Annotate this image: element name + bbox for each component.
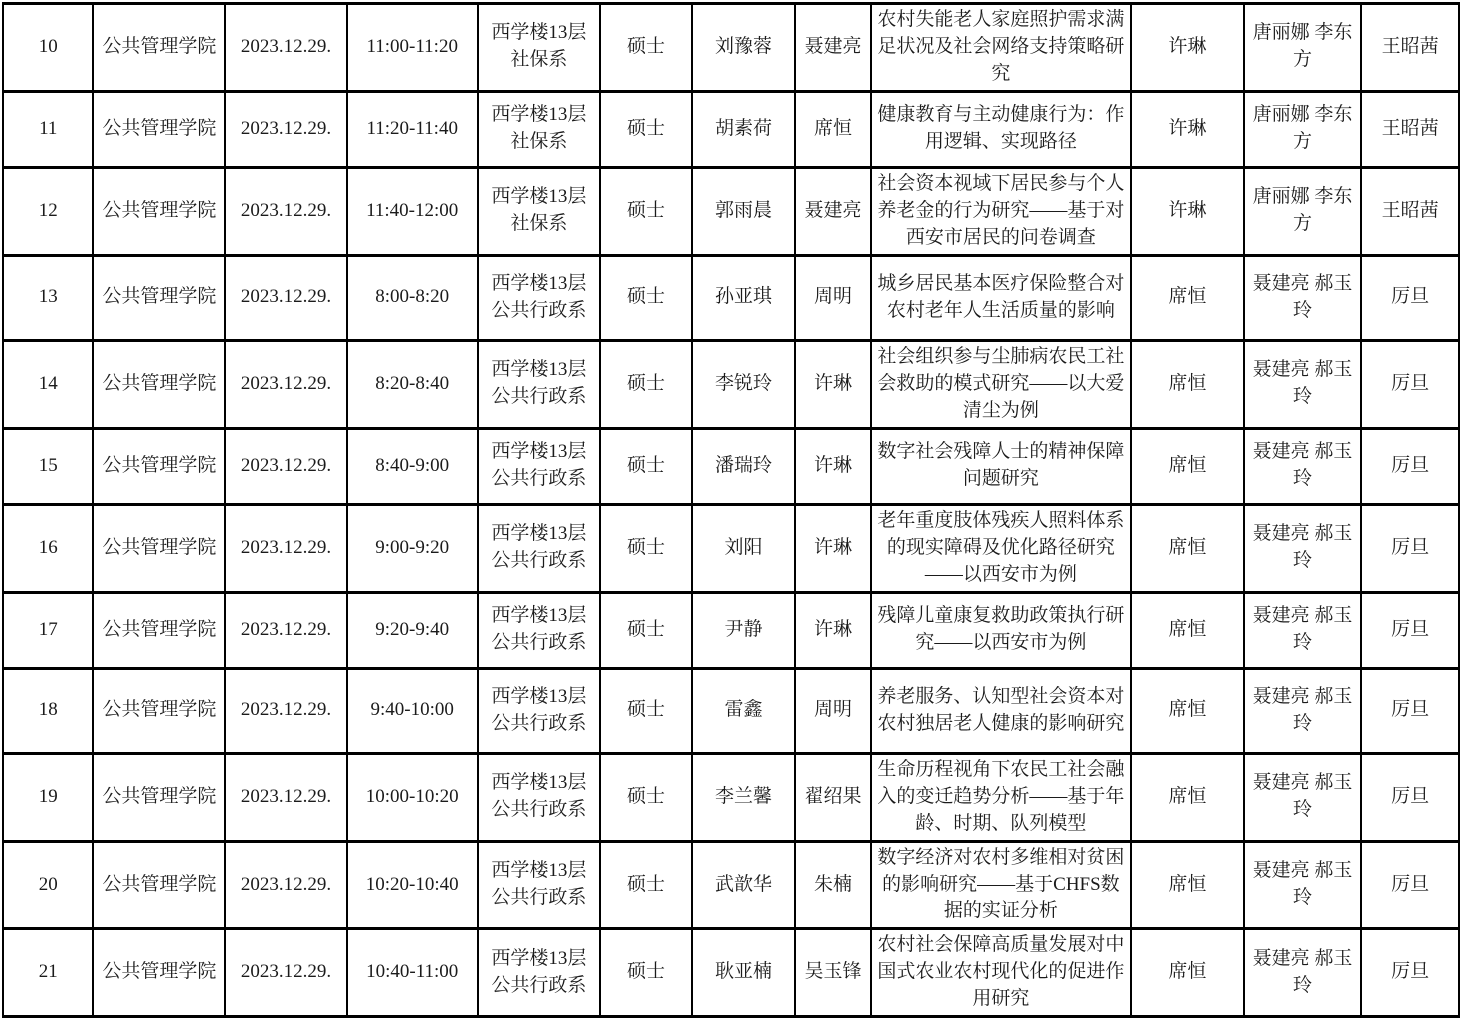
cell-date: 2023.12.29.: [225, 255, 347, 340]
cell-supervisor: 许琳: [795, 340, 870, 428]
table-row: [3, 255, 1459, 340]
cell-location: 西学楼13层公共行政系: [478, 504, 601, 592]
cell-title: 城乡居民基本医疗保险整合对农村老年人生活质量的影响: [871, 255, 1131, 340]
cell-time: 10:40-11:00: [347, 929, 478, 1017]
cell-title: 健康教育与主动健康行为：作用逻辑、实现路径: [871, 91, 1131, 167]
cell-time: 11:20-11:40: [347, 91, 478, 167]
cell-committee: 唐丽娜 李东方: [1244, 91, 1362, 167]
cell-secretary: 厉旦: [1361, 668, 1459, 753]
cell-title: 残障儿童康复救助政策执行研究——以西安市为例: [871, 592, 1131, 668]
cell-supervisor: 周明: [795, 255, 870, 340]
cell-supervisor: 席恒: [795, 91, 870, 167]
table-row: [3, 340, 1459, 428]
cell-secretary: 王昭茜: [1361, 4, 1459, 92]
cell-location: 西学楼13层社保系: [478, 91, 601, 167]
cell-supervisor: 翟绍果: [795, 753, 870, 841]
cell-college: 公共管理学院: [93, 340, 225, 428]
cell-date: 2023.12.29.: [225, 929, 347, 1017]
cell-no: 21: [3, 929, 93, 1017]
cell-location: 西学楼13层公共行政系: [478, 255, 601, 340]
cell-date: 2023.12.29.: [225, 668, 347, 753]
cell-committee: 唐丽娜 李东方: [1244, 167, 1362, 255]
cell-degree: 硕士: [600, 592, 692, 668]
cell-title: 社会组织参与尘肺病农民工社会救助的模式研究——以大爱清尘为例: [871, 340, 1131, 428]
cell-time: 10:20-10:40: [347, 841, 478, 929]
cell-committee: 聂建亮 郝玉玲: [1244, 668, 1362, 753]
cell-degree: 硕士: [600, 255, 692, 340]
cell-student: 郭雨晨: [692, 167, 796, 255]
cell-no: 11: [3, 91, 93, 167]
table-row: [3, 841, 1459, 929]
table-row: [3, 504, 1459, 592]
cell-student: 刘阳: [692, 504, 796, 592]
cell-student: 李锐玲: [692, 340, 796, 428]
table-body: [3, 4, 1459, 1017]
cell-chair: 许琳: [1131, 4, 1244, 92]
cell-degree: 硕士: [600, 841, 692, 929]
cell-committee: 聂建亮 郝玉玲: [1244, 504, 1362, 592]
cell-supervisor: 许琳: [795, 504, 870, 592]
cell-no: 17: [3, 592, 93, 668]
cell-committee: 聂建亮 郝玉玲: [1244, 340, 1362, 428]
cell-no: 20: [3, 841, 93, 929]
cell-chair: 许琳: [1131, 167, 1244, 255]
cell-committee: 聂建亮 郝玉玲: [1244, 255, 1362, 340]
cell-time: 8:40-9:00: [347, 428, 478, 504]
defense-schedule-table: [2, 2, 1460, 1018]
cell-chair: 席恒: [1131, 753, 1244, 841]
cell-no: 15: [3, 428, 93, 504]
cell-location: 西学楼13层公共行政系: [478, 929, 601, 1017]
cell-date: 2023.12.29.: [225, 340, 347, 428]
cell-no: 12: [3, 167, 93, 255]
cell-college: 公共管理学院: [93, 504, 225, 592]
cell-secretary: 厉旦: [1361, 592, 1459, 668]
cell-chair: 席恒: [1131, 841, 1244, 929]
cell-no: 18: [3, 668, 93, 753]
cell-chair: 席恒: [1131, 504, 1244, 592]
cell-degree: 硕士: [600, 340, 692, 428]
cell-degree: 硕士: [600, 4, 692, 92]
cell-student: 孙亚琪: [692, 255, 796, 340]
cell-college: 公共管理学院: [93, 841, 225, 929]
cell-location: 西学楼13层公共行政系: [478, 340, 601, 428]
cell-degree: 硕士: [600, 504, 692, 592]
cell-secretary: 厉旦: [1361, 255, 1459, 340]
cell-college: 公共管理学院: [93, 167, 225, 255]
cell-student: 尹静: [692, 592, 796, 668]
cell-student: 刘豫蓉: [692, 4, 796, 92]
cell-college: 公共管理学院: [93, 255, 225, 340]
cell-chair: 席恒: [1131, 428, 1244, 504]
cell-date: 2023.12.29.: [225, 4, 347, 92]
cell-secretary: 厉旦: [1361, 841, 1459, 929]
cell-time: 8:20-8:40: [347, 340, 478, 428]
cell-supervisor: 许琳: [795, 592, 870, 668]
cell-title: 养老服务、认知型社会资本对农村独居老人健康的影响研究: [871, 668, 1131, 753]
cell-committee: 聂建亮 郝玉玲: [1244, 841, 1362, 929]
cell-secretary: 厉旦: [1361, 340, 1459, 428]
cell-degree: 硕士: [600, 668, 692, 753]
cell-committee: 聂建亮 郝玉玲: [1244, 753, 1362, 841]
table-row: [3, 4, 1459, 92]
cell-title: 生命历程视角下农民工社会融入的变迁趋势分析——基于年龄、时期、队列模型: [871, 753, 1131, 841]
cell-no: 16: [3, 504, 93, 592]
table-row: [3, 167, 1459, 255]
cell-location: 西学楼13层公共行政系: [478, 841, 601, 929]
cell-date: 2023.12.29.: [225, 841, 347, 929]
cell-college: 公共管理学院: [93, 929, 225, 1017]
cell-date: 2023.12.29.: [225, 167, 347, 255]
cell-degree: 硕士: [600, 91, 692, 167]
cell-secretary: 厉旦: [1361, 929, 1459, 1017]
cell-degree: 硕士: [600, 929, 692, 1017]
cell-no: 10: [3, 4, 93, 92]
cell-supervisor: 周明: [795, 668, 870, 753]
cell-title: 农村失能老人家庭照护需求满足状况及社会网络支持策略研究: [871, 4, 1131, 92]
cell-supervisor: 许琳: [795, 428, 870, 504]
cell-location: 西学楼13层公共行政系: [478, 592, 601, 668]
cell-time: 11:00-11:20: [347, 4, 478, 92]
cell-date: 2023.12.29.: [225, 753, 347, 841]
cell-chair: 席恒: [1131, 340, 1244, 428]
cell-secretary: 厉旦: [1361, 428, 1459, 504]
cell-college: 公共管理学院: [93, 428, 225, 504]
cell-supervisor: 聂建亮: [795, 4, 870, 92]
cell-date: 2023.12.29.: [225, 592, 347, 668]
table-row: [3, 929, 1459, 1017]
cell-supervisor: 朱楠: [795, 841, 870, 929]
cell-title: 数字经济对农村多维相对贫困的影响研究——基于CHFS数据的实证分析: [871, 841, 1131, 929]
cell-title: 数字社会残障人士的精神保障问题研究: [871, 428, 1131, 504]
cell-secretary: 厉旦: [1361, 504, 1459, 592]
table-row: [3, 668, 1459, 753]
cell-degree: 硕士: [600, 428, 692, 504]
cell-secretary: 王昭茜: [1361, 91, 1459, 167]
cell-no: 14: [3, 340, 93, 428]
table-row: [3, 91, 1459, 167]
cell-degree: 硕士: [600, 167, 692, 255]
cell-secretary: 厉旦: [1361, 753, 1459, 841]
cell-time: 9:20-9:40: [347, 592, 478, 668]
cell-student: 李兰馨: [692, 753, 796, 841]
cell-chair: 席恒: [1131, 929, 1244, 1017]
table-row: [3, 428, 1459, 504]
cell-student: 耿亚楠: [692, 929, 796, 1017]
cell-no: 13: [3, 255, 93, 340]
cell-location: 西学楼13层公共行政系: [478, 428, 601, 504]
cell-date: 2023.12.29.: [225, 91, 347, 167]
cell-committee: 唐丽娜 李东方: [1244, 4, 1362, 92]
cell-student: 胡素荷: [692, 91, 796, 167]
cell-location: 西学楼13层社保系: [478, 4, 601, 92]
cell-committee: 聂建亮 郝玉玲: [1244, 592, 1362, 668]
cell-committee: 聂建亮 郝玉玲: [1244, 428, 1362, 504]
cell-location: 西学楼13层社保系: [478, 167, 601, 255]
cell-college: 公共管理学院: [93, 91, 225, 167]
table-row: [3, 592, 1459, 668]
cell-student: 雷鑫: [692, 668, 796, 753]
cell-title: 老年重度肢体残疾人照料体系的现实障碍及优化路径研究——以西安市为例: [871, 504, 1131, 592]
cell-chair: 席恒: [1131, 592, 1244, 668]
cell-degree: 硕士: [600, 753, 692, 841]
cell-location: 西学楼13层公共行政系: [478, 668, 601, 753]
cell-student: 武歆华: [692, 841, 796, 929]
cell-title: 农村社会保障高质量发展对中国式农业农村现代化的促进作用研究: [871, 929, 1131, 1017]
cell-time: 8:00-8:20: [347, 255, 478, 340]
cell-college: 公共管理学院: [93, 4, 225, 92]
cell-time: 9:40-10:00: [347, 668, 478, 753]
cell-supervisor: 聂建亮: [795, 167, 870, 255]
cell-time: 11:40-12:00: [347, 167, 478, 255]
cell-chair: 席恒: [1131, 255, 1244, 340]
cell-committee: 聂建亮 郝玉玲: [1244, 929, 1362, 1017]
cell-student: 潘瑞玲: [692, 428, 796, 504]
cell-supervisor: 吴玉锋: [795, 929, 870, 1017]
cell-time: 9:00-9:20: [347, 504, 478, 592]
cell-no: 19: [3, 753, 93, 841]
cell-date: 2023.12.29.: [225, 428, 347, 504]
cell-college: 公共管理学院: [93, 668, 225, 753]
cell-time: 10:00-10:20: [347, 753, 478, 841]
cell-chair: 许琳: [1131, 91, 1244, 167]
cell-date: 2023.12.29.: [225, 504, 347, 592]
cell-college: 公共管理学院: [93, 753, 225, 841]
cell-secretary: 王昭茜: [1361, 167, 1459, 255]
cell-college: 公共管理学院: [93, 592, 225, 668]
cell-chair: 席恒: [1131, 668, 1244, 753]
cell-title: 社会资本视域下居民参与个人养老金的行为研究——基于对西安市居民的问卷调查: [871, 167, 1131, 255]
cell-location: 西学楼13层公共行政系: [478, 753, 601, 841]
table-row: [3, 753, 1459, 841]
